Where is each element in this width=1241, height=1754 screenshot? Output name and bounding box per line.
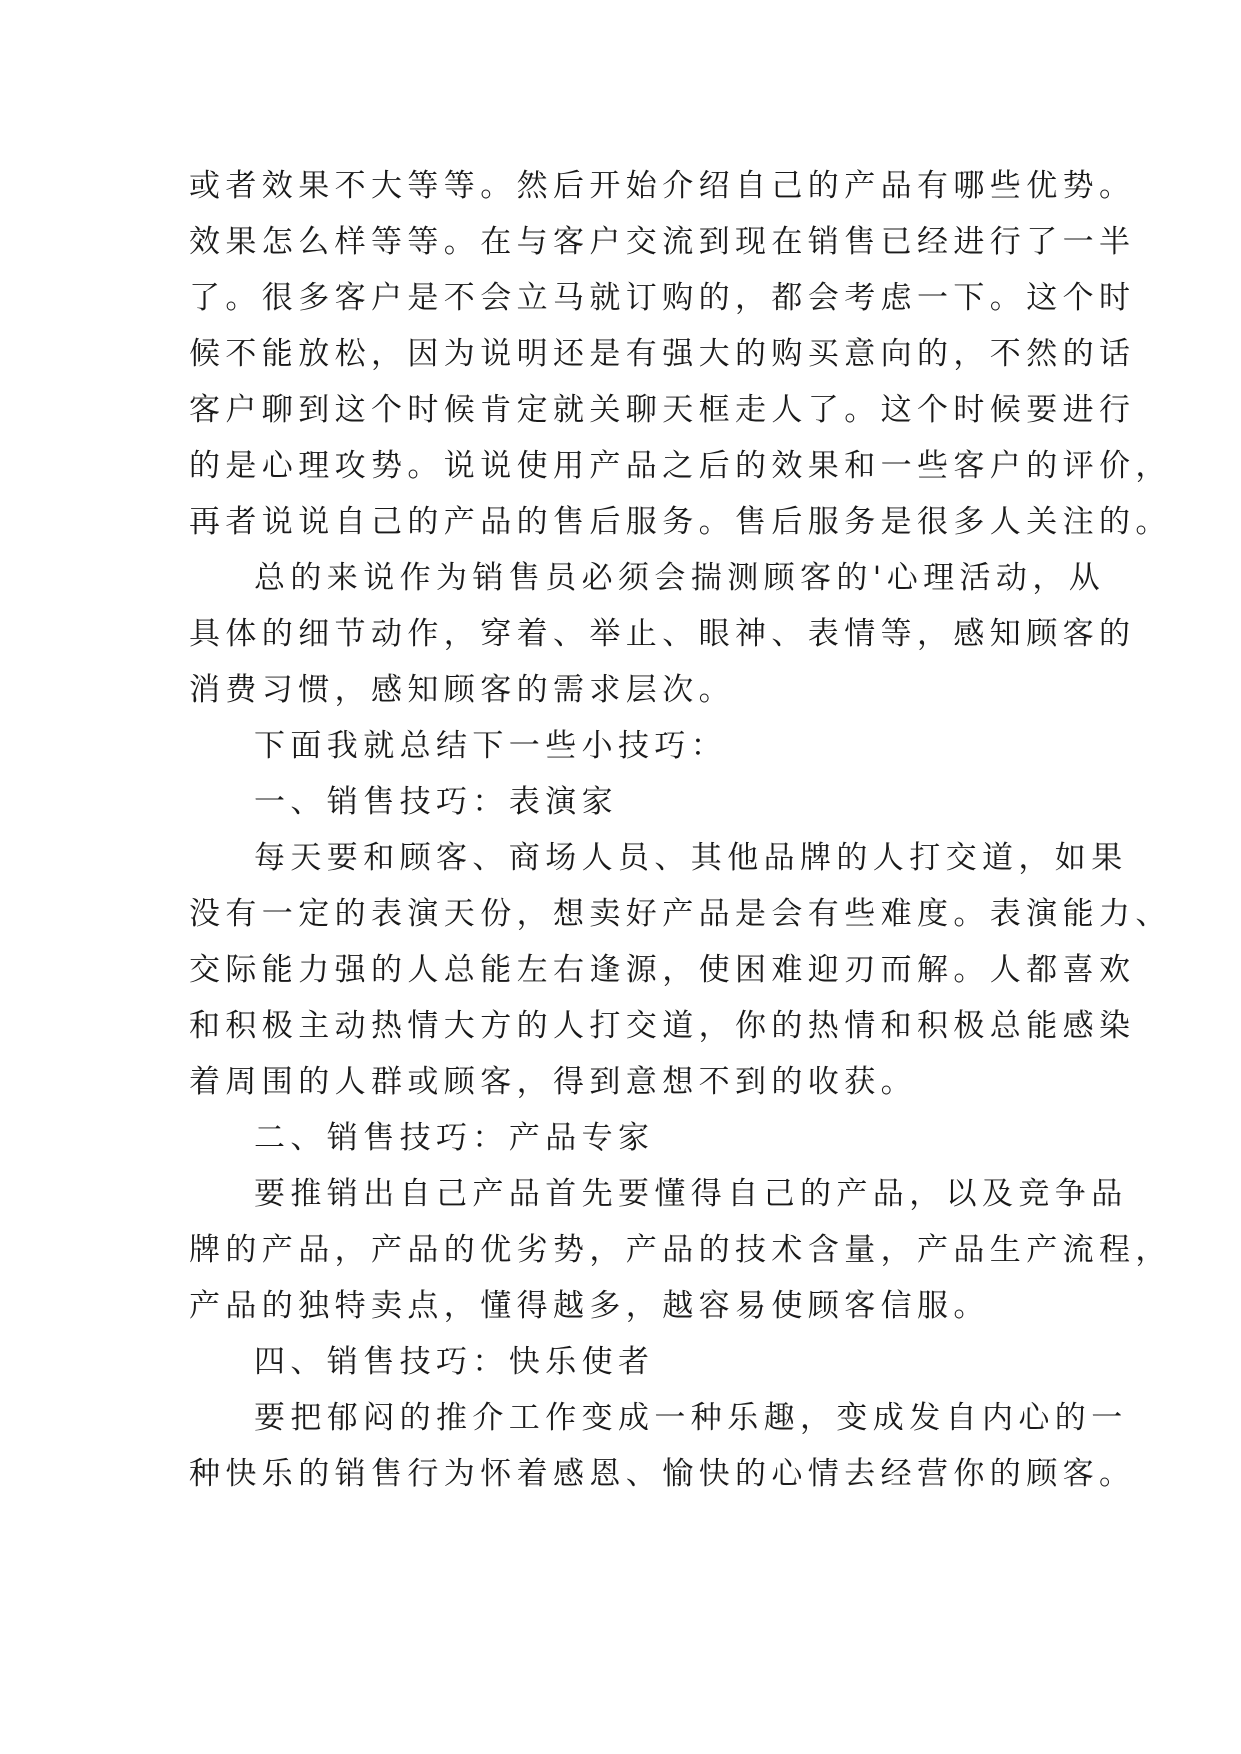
text-line: 种快乐的销售行为怀着感恩、愉快的心情去经营你的顾客。 <box>189 1456 1136 1492</box>
text-line: 没有一定的表演天份，想卖好产品是会有些难度。表演能力、 <box>189 896 1172 932</box>
text-line: 和积极主动热情大方的人打交道，你的热情和积极总能感染 <box>189 1008 1136 1044</box>
text-line: 交际能力强的人总能左右逢源，使困难迎刃而解。人都喜欢 <box>189 952 1136 988</box>
text-line: 候不能放松，因为说明还是有强大的购买意向的，不然的话 <box>189 336 1136 372</box>
text-line: 客户聊到这个时候肯定就关聊天框走人了。这个时候要进行 <box>189 392 1136 428</box>
paragraph-start-line: 要把郁闷的推介工作变成一种乐趣，变成发自内心的一 <box>254 1400 1128 1436</box>
text-line: 效果怎么样等等。在与客户交流到现在销售已经进行了一半 <box>189 224 1136 260</box>
paragraph-start-line: 总的来说作为销售员必须会揣测顾客的'心理活动，从 <box>254 560 1106 596</box>
paragraph-start-line: 要推销出自己产品首先要懂得自己的产品，以及竞争品 <box>254 1176 1128 1212</box>
text-line: 再者说说自己的产品的售后服务。售后服务是很多人关注的。 <box>189 504 1172 540</box>
text-line: 具体的细节动作，穿着、举止、眼神、表情等，感知顾客的 <box>189 616 1136 652</box>
text-line: 产品的独特卖点，懂得越多，越容易使顾客信服。 <box>189 1288 990 1324</box>
text-line: 或者效果不大等等。然后开始介绍自己的产品有哪些优势。 <box>189 168 1136 204</box>
text-line: 消费习惯，感知顾客的需求层次。 <box>189 672 735 708</box>
paragraph-start-line: 下面我就总结下一些小技巧： <box>254 728 728 764</box>
text-line: 的是心理攻势。说说使用产品之后的效果和一些客户的评价， <box>189 448 1172 484</box>
paragraph-start-line: 每天要和顾客、商场人员、其他品牌的人打交道，如果 <box>254 840 1128 876</box>
text-line: 着周围的人群或顾客，得到意想不到的收获。 <box>189 1064 917 1100</box>
text-line: 了。很多客户是不会立马就订购的，都会考虑一下。这个时 <box>189 280 1136 316</box>
section-heading: 一、销售技巧：表演家 <box>254 784 618 820</box>
section-heading: 二、销售技巧：产品专家 <box>254 1120 655 1156</box>
text-line: 牌的产品，产品的优劣势，产品的技术含量，产品生产流程， <box>189 1232 1172 1268</box>
section-heading: 四、销售技巧：快乐使者 <box>254 1344 655 1380</box>
